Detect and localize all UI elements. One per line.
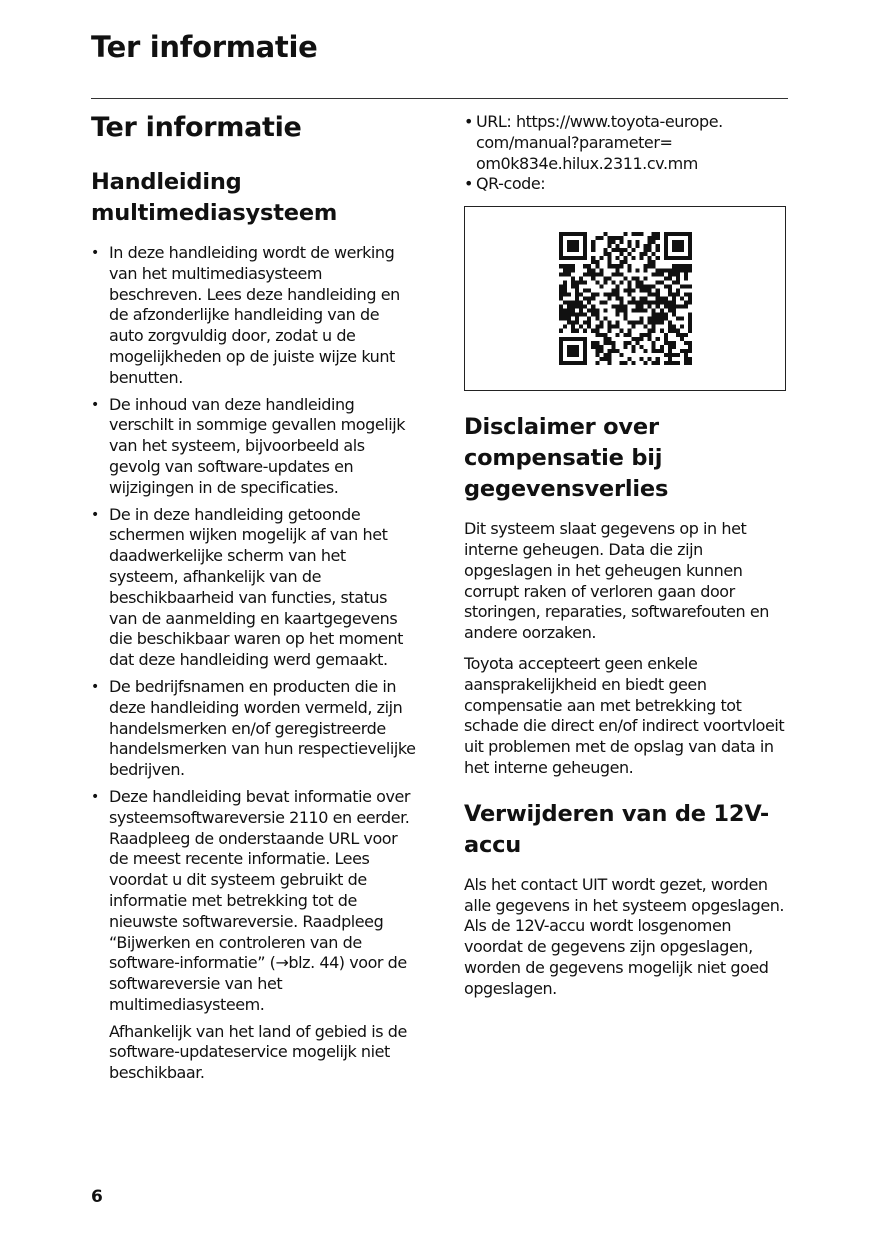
left-column: [91, 110, 416, 1090]
bullet-dot-icon: •: [91, 245, 99, 261]
qr-code-icon: [559, 232, 692, 365]
qr-code-frame: [464, 206, 786, 391]
bullet-dot-icon: •: [464, 112, 473, 131]
bullet-extra-text: Afhankelijk van het land of gebied is de software-updateservice mogelijk niet beschikbaar.: [109, 1021, 407, 1083]
battery-paragraph: Als het contact UIT wordt gezet, worden alle gegevens in het systeem opgeslagen. Als de 12V-accu wordt losgenomen voordat de gegevens zijn opgeslagen, worden de gegevens mogelijk niet goed opgeslagen.: [464, 874, 785, 998]
info-bullet-list: [91, 243, 416, 1084]
list-item: [91, 505, 416, 671]
bullet-dot-icon: •: [91, 506, 99, 523]
list-item: [91, 243, 416, 389]
manual-link-list: [464, 112, 794, 195]
section-title: Ter informatie: [91, 112, 302, 143]
bullet-text: De in deze handleiding getoonde schermen wijken mogelijk af van het daadwerkelijke scherm van het systeem, afhankelijk van de beschikbaarheid van functies, status van de aanmelding en kaartgegevens die beschikbaar waren op het moment dat deze handleiding werd gemaakt.: [109, 504, 403, 670]
list-item: [91, 787, 416, 1084]
disclaimer-title: Disclaimer over compensatie bij gegevensverlies: [464, 414, 669, 503]
bullet-text: De inhoud van deze handleiding verschilt in sommige gevallen mogelijk van het systeem, bijvoorbeeld als gevolg van software-updates en wijzigingen in de specificaties.: [109, 394, 406, 497]
bullet-text: De bedrijfsnamen en producten die in deze handleiding worden vermeld, zijn handelsmerken en/of geregistreerde handelsmerken van hun respectievelijke bedrijven.: [109, 676, 416, 780]
bullet-dot-icon: •: [91, 396, 99, 413]
subsection-title-multimedia: Handleiding multimediasysteem: [91, 169, 338, 226]
bullet-text: In deze handleiding wordt de werking van het multimediasysteem beschreven. Lees deze handleiding en de afzonderlijke handleiding van de auto zorgvuldig door, zodat u de mogelijkheden op de juiste wijze kunt benutten.: [109, 243, 400, 387]
bullet-dot-icon: •: [91, 678, 99, 695]
page-header-title: Ter informatie: [91, 30, 318, 64]
list-item-url: [464, 112, 794, 174]
bullet-dot-icon: •: [91, 788, 99, 805]
page-number: 6: [91, 1187, 103, 1207]
bullet-text: Deze handleiding bevat informatie over systeemsoftwareversie 2110 en eerder. Raadpleeg de onderstaande URL voor de meest recente informatie. Lees voordat u dit systeem gebruikt de informatie met betrekking tot de nieuwste softwareversie. Raadpleeg “Bijwerken en controleren van de software-informatie” (→blz. 44) voor de softwareversie van het multimediasysteem.: [109, 786, 411, 1014]
manual-url[interactable]: URL: https://www.toyota-europe. com/manual?parameter= om0k834e.hilux.2311.cv.mm: [476, 112, 723, 173]
qr-code-label: QR-code:: [476, 174, 546, 194]
list-item: [91, 677, 416, 781]
disclaimer-paragraph-2: Toyota accepteert geen enkele aansprakelijkheid en biedt geen compensatie aan met betrekking tot schade die direct en/of indirect voortvloeit uit problemen met de opslag van data in het interne geheugen.: [464, 653, 785, 777]
battery-title: Verwijderen van de 12V-accu: [464, 800, 770, 858]
list-item: [91, 395, 416, 499]
list-item-qr: [464, 174, 794, 195]
header-divider: [91, 98, 788, 99]
disclaimer-paragraph-1: Dit systeem slaat gegevens op in het interne geheugen. Data die zijn opgeslagen in het geheugen kunnen corrupt raken of verloren gaan door storingen, reparaties, softwarefouten en andere oorzaken.: [464, 519, 769, 643]
right-column: [464, 112, 794, 1010]
bullet-dot-icon: •: [464, 174, 473, 194]
